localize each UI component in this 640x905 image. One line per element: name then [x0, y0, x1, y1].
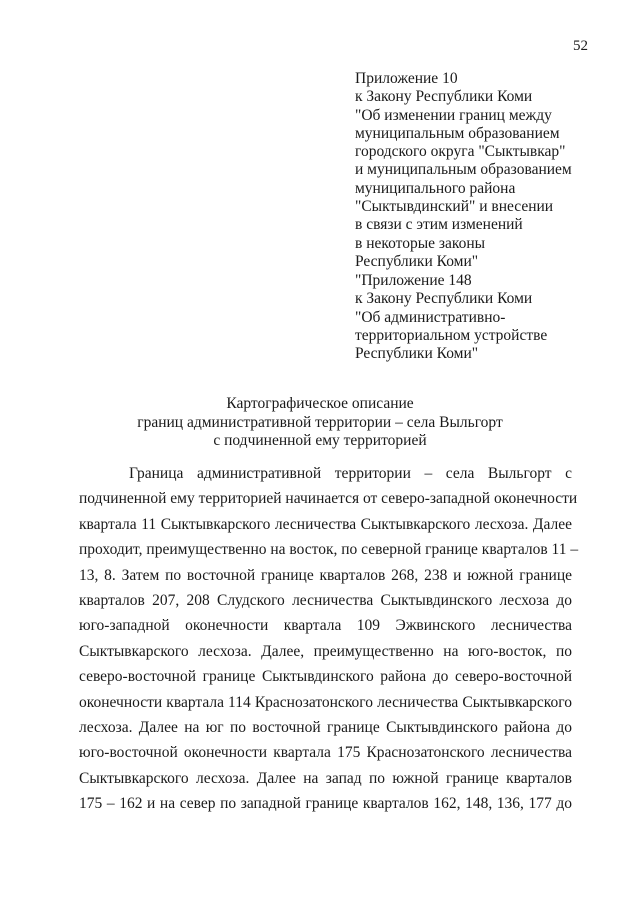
body-line: Сыктывкарского лесхоза. Далее на запад по южной границе кварталов [79, 769, 572, 787]
appendix-148-header [355, 272, 615, 363]
body-line: юго-западной оконечности квартала 109 Эжвинского лесничества [79, 617, 572, 635]
body-line: лесхоза. Далее на юг по восточной границе Сыктывдинского района до [79, 719, 572, 737]
page-number: 52 [573, 38, 588, 54]
appendix-line: "Об административно- [355, 308, 506, 326]
appendix-line: Республики Коми" [355, 252, 479, 270]
appendix-line: муниципальным образованием [355, 124, 560, 142]
appendix-10-header [355, 70, 615, 271]
body-line: 13, 8. Затем по восточной границе кварталов 268, 238 и южной границе [79, 566, 572, 584]
body-line: подчиненной ему территорией начинается от северо-западной оконечности [79, 490, 578, 508]
body-line: 175 – 162 и на север по западной границе кварталов 162, 148, 136, 177 до [79, 795, 572, 813]
body-line: оконечности квартала 114 Краснозатонского лесничества Сыктывкарского [79, 693, 572, 711]
appendix-line: к Закону Республики Коми [355, 88, 533, 106]
body-line: Сыктывкарского лесхоза. Далее, преимущественно на юго-восток, по [79, 642, 572, 660]
appendix-line: в некоторые законы [355, 234, 486, 252]
appendix-line: "Приложение 148 [355, 272, 472, 289]
appendix-line: городского округа "Сыктывкар" [355, 143, 566, 161]
body-line: проходит, преимущественно на восток, по северной границе кварталов 11 – [79, 541, 579, 559]
appendix-line: "Об изменении границ между [355, 106, 552, 124]
body-line: кварталов 207, 208 Слудского лесничества Сыктывдинского лесхоза до [79, 592, 572, 610]
document-title [60, 395, 580, 451]
body-line: северо-восточной границе Сыктывдинского района до северо-восточной [79, 668, 572, 686]
appendix-line: к Закону Республики Коми [355, 290, 533, 308]
appendix-line: муниципального района [355, 179, 516, 197]
body-line: Граница административной территории – села Выльгорт с [129, 465, 572, 482]
appendix-line: Приложение 10 [355, 70, 458, 87]
appendix-line: в связи с этим изменений [355, 216, 523, 234]
body-paragraph [79, 461, 579, 817]
appendix-line: территориальном устройстве [355, 326, 548, 344]
appendix-line: и муниципальным образованием [355, 161, 572, 179]
title-line: границ административной территории – села Выльгорт [137, 413, 503, 431]
appendix-line: Республики Коми" [355, 345, 479, 363]
body-line: юго-восточной оконечности квартала 175 Краснозатонского лесничества [79, 744, 572, 762]
title-line: с подчиненной ему территорией [213, 432, 427, 450]
title-line: Картографическое описание [226, 395, 414, 412]
appendix-line: "Сыктывдинский" и внесении [355, 198, 554, 216]
body-line: квартала 11 Сыктывкарского лесничества Сыктывкарского лесхоза. Далее [79, 515, 572, 533]
